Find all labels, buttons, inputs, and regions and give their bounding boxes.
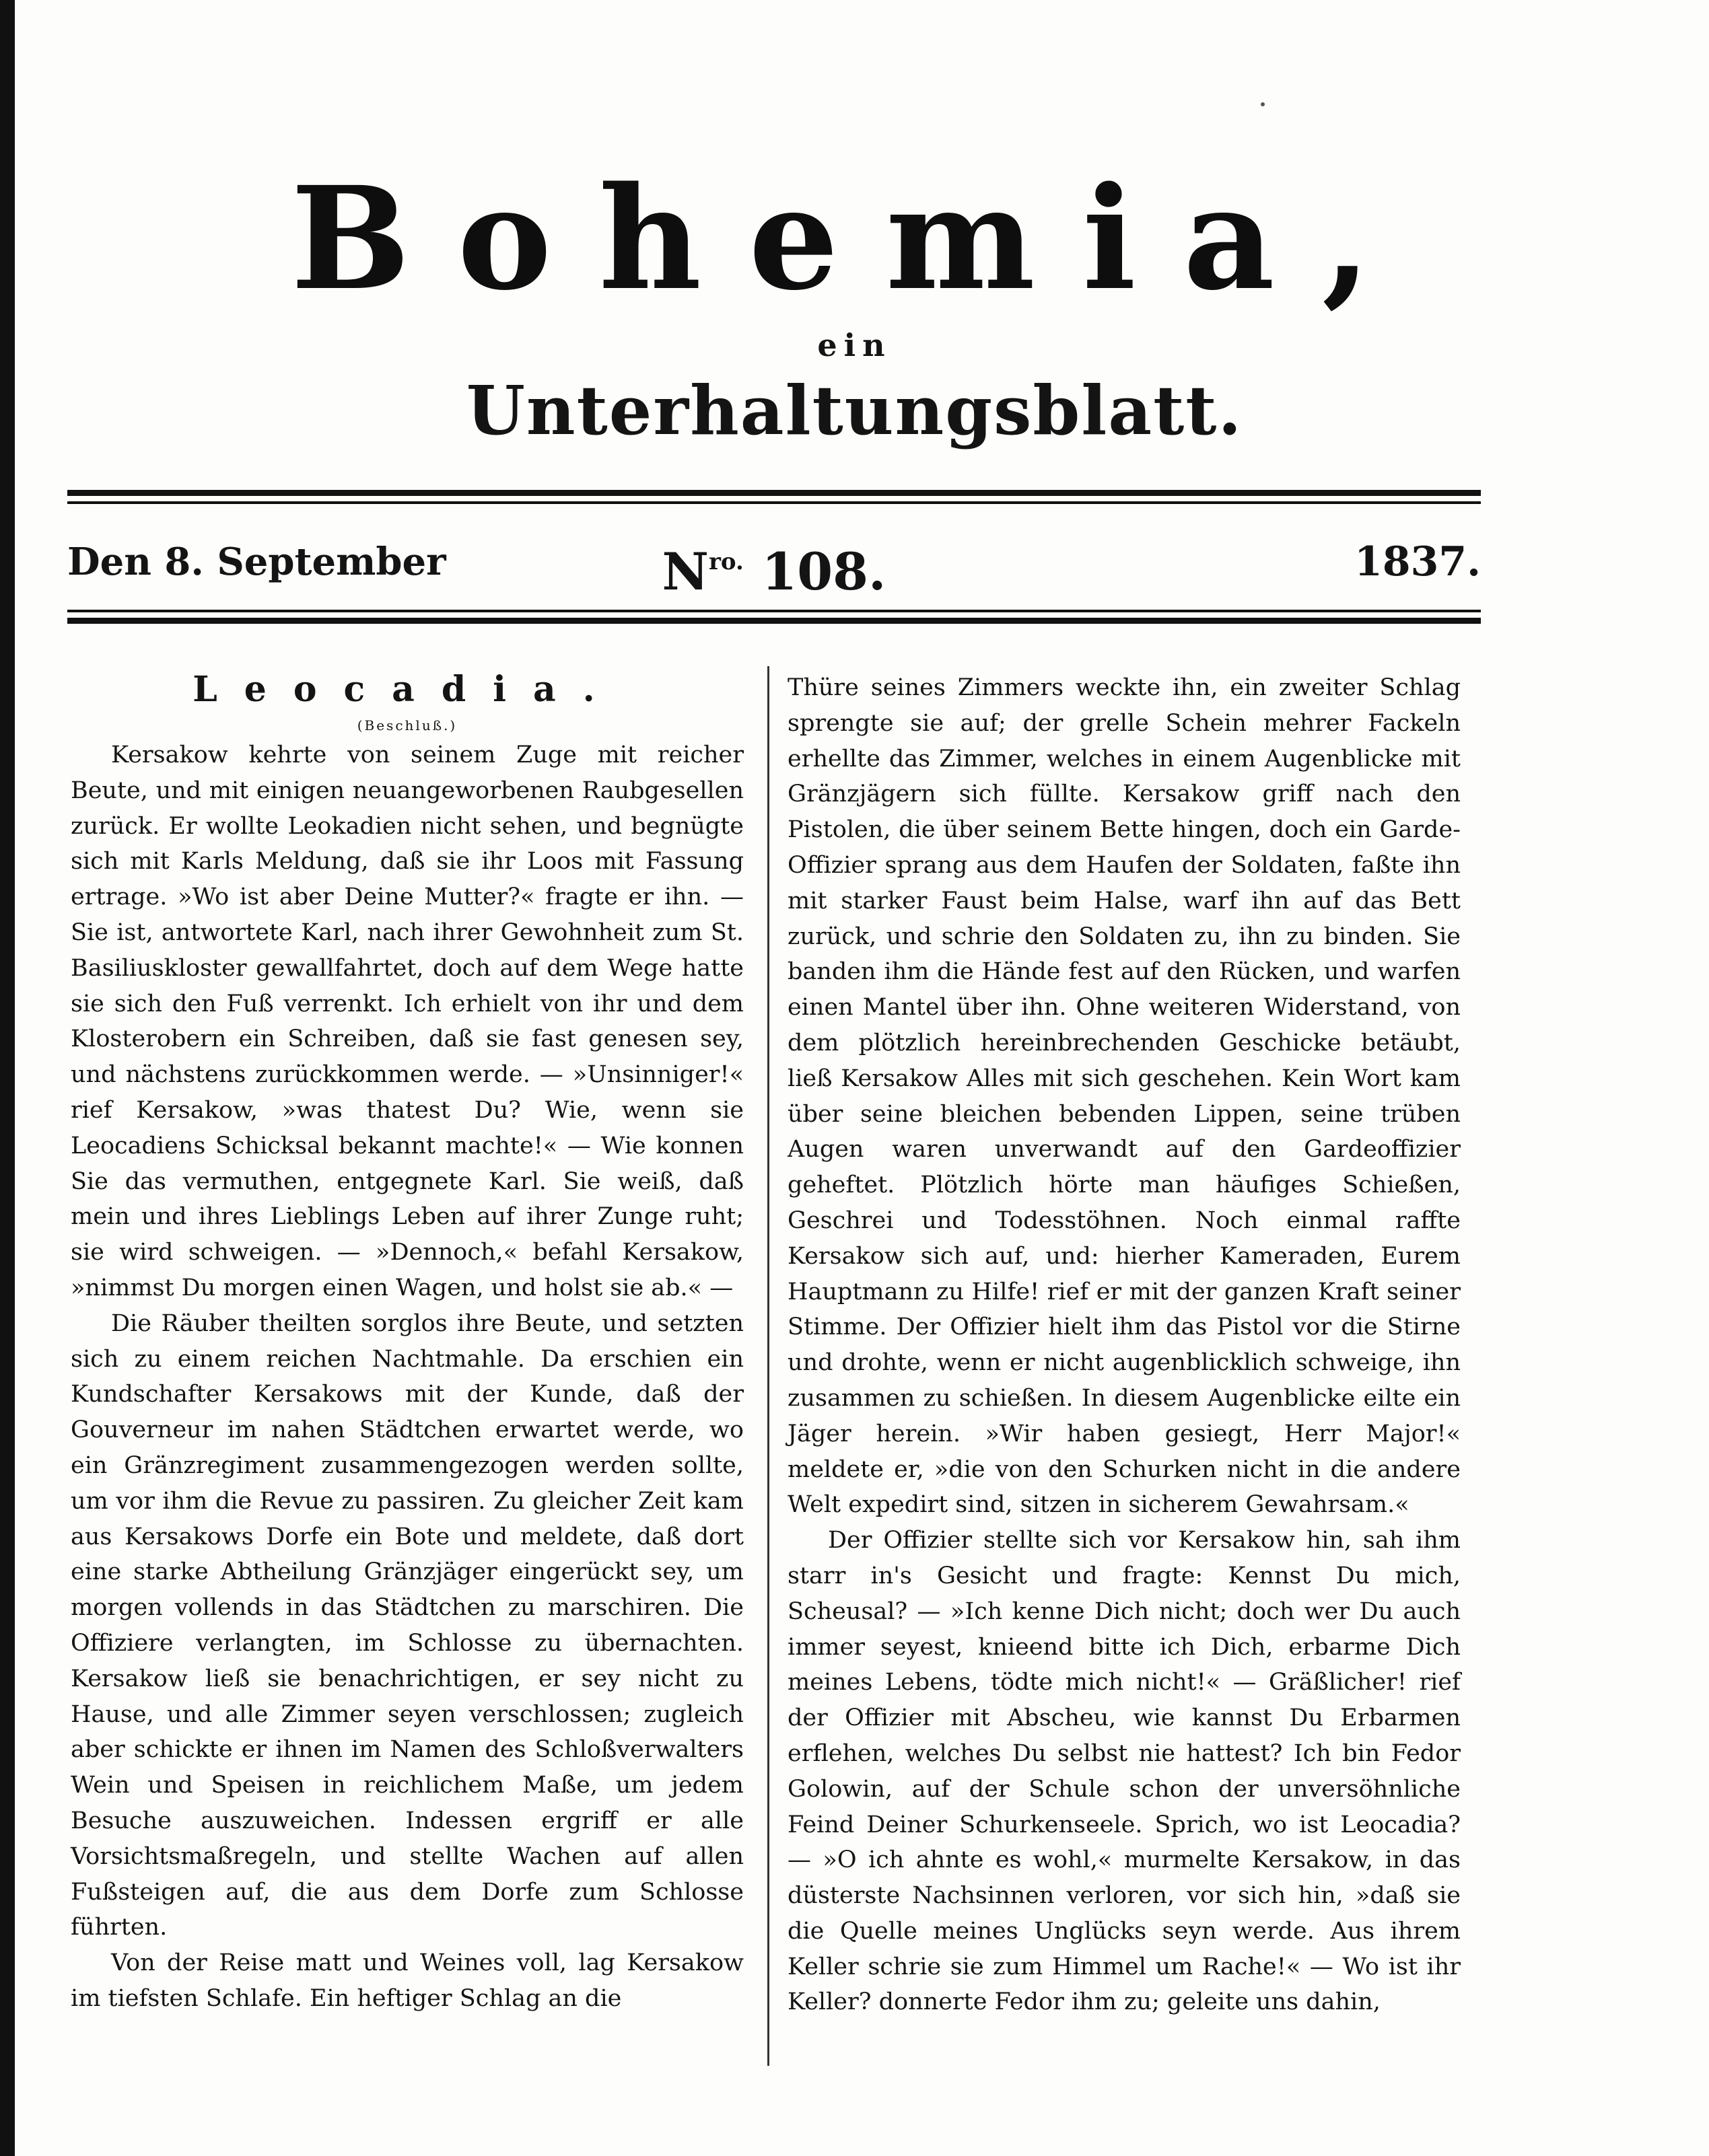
issue-number-value: 108. bbox=[761, 542, 886, 602]
paragraph: Der Offizier stellte sich vor Kersakow hin, sah ihm starr in's Gesicht und fragte: Kennst Du mich, Scheusal? — »Ich kenne Dich nicht; doch wer Du auch immer seyest, knieend bitte ich Dich, erbarme Dich meines Lebens, tödte mich nicht!« — Gräßlicher! rief der Offizier mit Abscheu, wie kannst Du Erbarmen erflehen, welches Du selbst nie hattest? Ich bin Fedor Golowin, auf der Schule schon der unversöhnliche Feind Deiner Schurkenseele. Sprich, wo ist Leocadia? — »O ich ahnte es wohl,« murmelte Kersakow, in das düsterste Nachsinnen verloren, vor sich hin, »daß sie die Quelle meines Unglücks seyn werde. Aus ihrem Keller schrie sie zum Himmel um Rache!« — Wo ist ihr Keller? donnerte Fedor ihm zu; geleite uns dahin, bbox=[788, 1527, 1461, 2016]
scan-edge bbox=[0, 0, 15, 2156]
rule-thin-top bbox=[67, 501, 1481, 504]
rule-thick-bottom bbox=[67, 618, 1481, 624]
issue-sup: ro. bbox=[709, 548, 744, 575]
paragraph: Thüre seines Zimmers weckte ihn, ein zweiter Schlag sprengte sie auf; der grelle Schein mehrer Fackeln erhellte das Zimmer, welches in einem Augenblicke mit Gränzjägern sich füllte. Kersakow griff nach den Pistolen, die über seinem Bette hingen, doch ein Garde-Offizier sprang aus dem Haufen der Soldaten, faßte ihn mit starker Faust beim Halse, warf ihn auf das Bett zurück, und schrie den Soldaten zu, ihn zu binden. Sie banden ihm die Hände fest auf den Rücken, und warfen einen Mantel über ihn. Ohne weiteren Widerstand, von dem plötzlich hereinbrechenden Geschicke betäubt, ließ Kersakow Alles mit sich geschehen. Kein Wort kam über seine bleichen bebenden Lippen, seine trüben Augen waren unverwandt auf den Gardeoffizier geheftet. Plötzlich hörte man häufiges Schießen, Geschrei und Todesstöhnen. Noch einmal raffte Kersakow sich auf, und: hierher Kameraden, Eurem Hauptmann zu Hilfe! rief er mit der ganzen Kraft seiner Stimme. Der Offizier hielt ihm das Pistol vor die Stirne und drohte, wenn er nicht augenblicklich schweige, ihn zusammen zu schießen. In diesem Augenblicke eilte ein Jäger herein. »Wir haben gesiegt, Herr Major!« meldete er, »die von den Schurken nicht in die andere Welt expedirt sind, sitzen in sicherem Gewahrsam.« bbox=[788, 674, 1461, 1519]
issue-number bbox=[67, 532, 1481, 602]
issue-prefix: N bbox=[662, 542, 709, 602]
text-column-right bbox=[788, 670, 1461, 2020]
scan-speck bbox=[1261, 102, 1265, 106]
rule-thin-bottom bbox=[67, 610, 1481, 612]
masthead-title: Bohemia, bbox=[290, 155, 1418, 322]
paragraph: Kersakow kehrte von seinem Zuge mit reicher Beute, und mit einigen neuangeworbenen Raubgesellen zurück. Er wollte Leokadien nicht sehen, und begnügte sich mit Karls Meldung, daß sie ihr Loos mit Fassung ertrage. »Wo ist aber Deine Mutter?« fragte er ihn. — Sie ist, antwortete Karl, nach ihrer Gewohnheit zum St. Basiliuskloster gewallfahrtet, doch auf dem Wege hatte sie sich den Fuß verrenkt. Ich erhielt von ihr und dem Klosterobern ein Schreiben, daß sie fast genesen sey, und nächstens zurückkommen werde. — »Unsinniger!« rief Kersakow, »was thatest Du? Wie, wenn sie Leocadiens Schicksal bekannt machte!« — Wie konnen Sie das vermuthen, entgegnete Karl. Sie weiß, daß mein und ihres Lieblings Leben auf ihrer Zunge ruht; sie wird schweigen. — »Dennoch,« befahl Kersakow, »nimmst Du morgen einen Wagen, und holst sie ab.« — bbox=[71, 742, 744, 1301]
column-divider bbox=[767, 666, 769, 2066]
paragraph: Die Räuber theilten sorglos ihre Beute, und setzten sich zu einem reichen Nachtmahle. Da erschien ein Kundschafter Kersakows mit der Kunde, daß der Gouverneur im nahen Städtchen erwartet werde, wo ein Gränzregiment zusammengezogen werden sollte, um vor ihm die Revue zu passiren. Zu gleicher Zeit kam aus Kersakows Dorfe ein Bote und meldete, daß dort eine starke Abtheilung Gränzjäger eingerückt sey, um morgen vollends in das Städtchen zu marschiren. Die Offiziere verlangten, im Schlosse zu übernachten. Kersakow ließ sie benachrichtigen, er sey nicht zu Hause, und alle Zimmer seyen verschlossen; zugleich aber schickte er ihnen im Namen des Schloßverwalters Wein und Speisen in reichlichem Maße, um jedem Besuche auszuweichen. Indessen ergriff er alle Vorsichtsmaßregeln, und stellte Wachen auf allen Fußsteigen auf, die aus dem Dorfe zum Schlosse führten. bbox=[71, 1309, 744, 1941]
masthead-subtitle: Unterhaltungsblatt. bbox=[466, 371, 1243, 450]
dateline bbox=[67, 532, 1481, 602]
rule-thick-top bbox=[67, 490, 1481, 496]
masthead-ein: ein bbox=[817, 327, 892, 363]
text-column-left bbox=[71, 666, 744, 2017]
article-note: (Beschluß.) bbox=[357, 717, 458, 733]
issue-year: 1837. bbox=[1354, 538, 1481, 585]
paragraph: Von der Reise matt und Weines voll, lag Kersakow im tiefsten Schlafe. Ein heftiger Schlag an die bbox=[71, 1949, 744, 2012]
article-title: Leocadia. bbox=[193, 669, 622, 710]
issue-date: Den 8. September bbox=[67, 540, 446, 584]
